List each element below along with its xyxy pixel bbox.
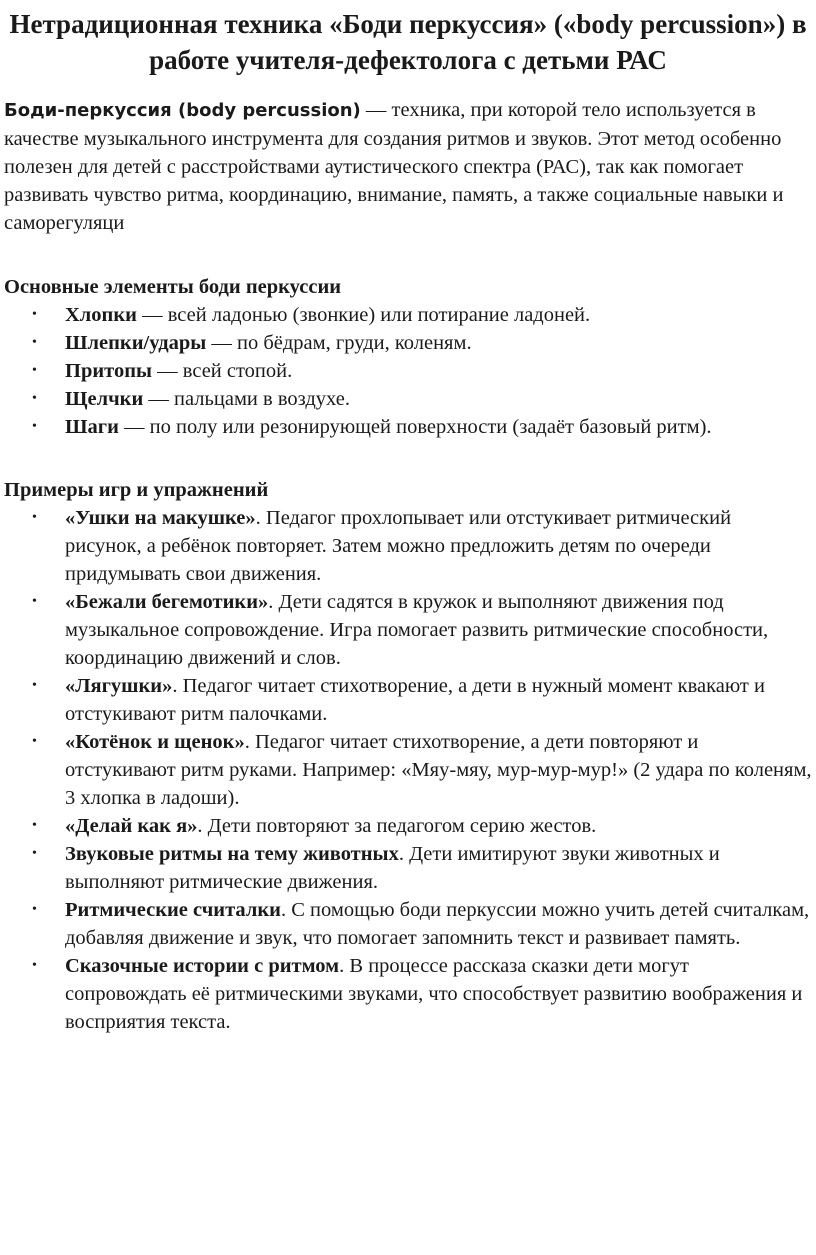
item-text: . Дети имитируют звуки животных и выполняют ритмические движения. <box>65 843 720 893</box>
bullet-icon: • <box>32 902 37 917</box>
item-bold-label: «Бежали бегемотики» <box>65 591 269 613</box>
item-text: . Педагог прохлопывает или отстукивает ритмический рисунок, а ребёнок повторяет. Затем можно предложить детям по очереди придумывать свои движения. <box>65 507 732 585</box>
bullet-icon: • <box>32 846 37 861</box>
item-bold-label: Шлепки/удары <box>65 332 207 354</box>
list-item <box>4 329 812 357</box>
list-item <box>4 413 812 441</box>
bullet-icon: • <box>32 818 37 833</box>
list-item <box>4 840 812 896</box>
item-text: — всей ладонью (звонкие) или потирание ладоней. <box>137 304 591 326</box>
section-title-games: Примеры игр и упражнений <box>4 479 269 501</box>
intro-term: Боди-перкуссия (body percussion) <box>4 100 361 121</box>
item-text: . В процессе рассказа сказки дети могут сопровождать её ритмическими звуками, что способствует развитию воображения и восприятия текста. <box>65 955 803 1033</box>
item-text: . Педагог читает стихотворение, а дети повторяют и отстукивают ритм руками. Например: «Мяу-мяу, мур-мур-мур!» (2 удара по коленям, 3 хлопка в ладоши). <box>65 731 812 809</box>
games-list <box>4 504 812 1036</box>
bullet-icon: • <box>32 419 37 434</box>
intro-text: — техника, при которой тело используется в качестве музыкального инструмента для создания ритмов и звуков. Этот метод особенно полезен для детей с расстройствами аутистического спектра (РАС), так как помогает развивать чувство ритма, координацию, внимание, память, а также социальные навыки и саморегуляци <box>4 99 784 234</box>
bullet-icon: • <box>32 391 37 406</box>
item-bold-label: Притопы <box>65 360 153 382</box>
list-item <box>4 672 812 728</box>
bullet-icon: • <box>32 594 37 609</box>
item-bold-label: Звуковые ритмы на тему животных <box>65 843 399 865</box>
item-bold-label: Щелчки <box>65 388 144 410</box>
section-title-elements: Основные элементы боди перкуссии <box>4 276 342 298</box>
item-bold-label: Сказочные истории с ритмом <box>65 955 340 977</box>
item-text: — по бёдрам, груди, коленям. <box>206 332 472 354</box>
item-bold-label: «Лягушки» <box>65 675 173 697</box>
item-text: — по полу или резонирующей поверхности (задаёт базовый ритм). <box>118 416 712 438</box>
item-text: . Педагог читает стихотворение, а дети в нужный момент квакают и отстукивают ритм палочками. <box>65 675 765 725</box>
bullet-icon: • <box>32 678 37 693</box>
list-item <box>4 728 812 812</box>
bullet-icon: • <box>32 958 37 973</box>
list-item <box>4 812 812 840</box>
bullet-icon: • <box>32 363 37 378</box>
list-item <box>4 385 812 413</box>
item-text: . Дети повторяют за педагогом серию жестов. <box>197 815 597 837</box>
list-item <box>4 301 812 329</box>
list-item <box>4 952 812 1036</box>
item-bold-label: Ритмические считалки <box>65 899 281 921</box>
item-bold-label: Хлопки <box>65 304 137 326</box>
list-item <box>4 588 812 672</box>
item-bold-label: Шаги <box>65 416 119 438</box>
bullet-icon: • <box>32 510 37 525</box>
bullet-icon: • <box>32 307 37 322</box>
list-item <box>4 357 812 385</box>
item-text: — пальцами в воздухе. <box>143 388 350 410</box>
item-text: — всей стопой. <box>152 360 293 382</box>
item-bold-label: «Делай как я» <box>65 815 198 837</box>
item-bold-label: «Ушки на макушке» <box>65 507 256 529</box>
bullet-icon: • <box>32 734 37 749</box>
document-title: Нетрадиционная техника «Боди перкуссия» («body percussion») в работе учителя-дефектолога с детьми РАС <box>9 9 807 75</box>
list-item <box>4 504 812 588</box>
item-bold-label: «Котёнок и щенок» <box>65 731 245 753</box>
intro-paragraph <box>4 96 812 237</box>
bullet-icon: • <box>32 335 37 350</box>
list-item <box>4 896 812 952</box>
elements-list <box>4 301 812 441</box>
item-text: . С помощью боди перкуссии можно учить детей считалкам, добавляя движение и звук, что помогает запомнить текст и развивает память. <box>65 899 810 949</box>
item-text: . Дети садятся в кружок и выполняют движения под музыкальное сопровождение. Игра помогает развить ритмические способности, координацию движений и слов. <box>65 591 769 669</box>
